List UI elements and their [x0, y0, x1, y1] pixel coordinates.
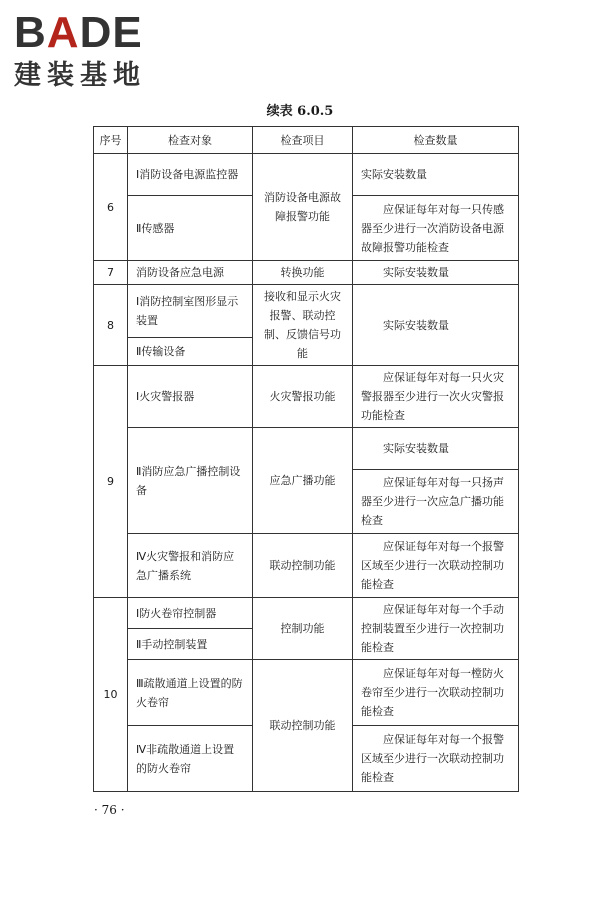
table-row [94, 598, 519, 629]
object-cell: Ⅰ消防控制室图形显示装置 [128, 285, 253, 338]
logo-wordmark: BADE [14, 8, 143, 57]
object-cell: 消防设备应急电源 [128, 261, 253, 285]
item-cell: 联动控制功能 [253, 660, 353, 792]
quantity-cell: 应保证每年对每一只扬声器至少进行一次应急广播功能检查 [353, 470, 519, 534]
object-cell: Ⅳ火灾警报和消防应急广播系统 [128, 534, 253, 598]
table-caption: 续表 6.0.5 [266, 104, 334, 119]
page-number: · 76 · [94, 803, 125, 817]
object-cell: Ⅱ消防应急广播控制设备 [128, 428, 253, 534]
item-cell: 消防设备电源故障报警功能 [253, 154, 353, 261]
object-cell: Ⅱ传输设备 [128, 338, 253, 366]
item-cell: 接收和显示火灾报警、联动控制、反馈信号功能 [253, 285, 353, 366]
header-object: 检查对象 [128, 127, 253, 154]
item-cell: 控制功能 [253, 598, 353, 660]
table-row [94, 366, 519, 428]
quantity-cell: 实际安装数量 [353, 261, 519, 285]
header-quantity: 检查数量 [353, 127, 519, 154]
item-cell: 应急广播功能 [253, 428, 353, 534]
serial-cell: 9 [94, 366, 128, 598]
table-row [94, 261, 519, 285]
object-cell: Ⅰ火灾警报器 [128, 366, 253, 428]
table-row [94, 285, 519, 338]
serial-cell: 10 [94, 598, 128, 792]
item-cell: 转换功能 [253, 261, 353, 285]
object-cell: Ⅲ疏散通道上设置的防火卷帘 [128, 660, 253, 726]
quantity-cell: 应保证每年对每一个报警区域至少进行一次联动控制功能检查 [353, 534, 519, 598]
logo-subtitle: 建装基地 [14, 60, 146, 91]
header-serial: 序号 [94, 127, 128, 154]
quantity-cell: 应保证每年对每一个报警区域至少进行一次联动控制功能检查 [353, 726, 519, 792]
item-cell: 火灾警报功能 [253, 366, 353, 428]
quantity-cell: 实际安装数量 [353, 154, 519, 196]
table-row [94, 428, 519, 470]
quantity-cell: 应保证每年对每一只火灾警报器至少进行一次火灾警报功能检查 [353, 366, 519, 428]
quantity-cell: 实际安装数量 [353, 285, 519, 366]
table-row [94, 534, 519, 598]
quantity-cell: 应保证每年对每一个手动控制装置至少进行一次控制功能检查 [353, 598, 519, 660]
object-cell: Ⅰ防火卷帘控制器 [128, 598, 253, 629]
table-row [94, 660, 519, 726]
quantity-cell: 实际安装数量 [353, 428, 519, 470]
inspection-table [93, 126, 519, 792]
object-cell: Ⅳ非疏散通道上设置的防火卷帘 [128, 726, 253, 792]
serial-cell: 6 [94, 154, 128, 261]
serial-cell: 7 [94, 261, 128, 285]
serial-cell: 8 [94, 285, 128, 366]
table-row [94, 154, 519, 196]
quantity-cell: 应保证每年对每一只传感器至少进行一次消防设备电源故障报警功能检查 [353, 196, 519, 261]
header-item: 检查项目 [253, 127, 353, 154]
item-cell: 联动控制功能 [253, 534, 353, 598]
table-header-row [94, 127, 519, 154]
object-cell: Ⅱ传感器 [128, 196, 253, 261]
quantity-cell: 应保证每年对每一樘防火卷帘至少进行一次联动控制功能检查 [353, 660, 519, 726]
object-cell: Ⅰ消防设备电源监控器 [128, 154, 253, 196]
object-cell: Ⅱ手动控制装置 [128, 629, 253, 660]
site-logo [14, 8, 184, 94]
